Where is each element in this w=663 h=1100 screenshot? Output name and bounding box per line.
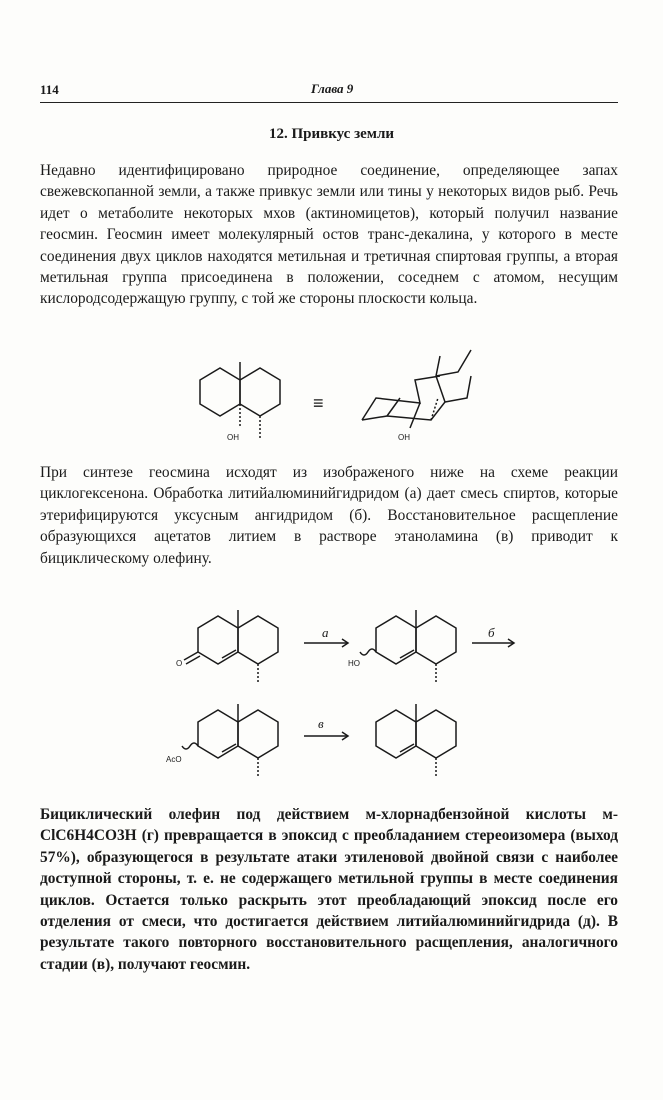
oh-label-chair: OH [398,433,410,442]
acetoxy-label: AcO [166,755,182,764]
bicyclic-olefin-structure [376,704,456,778]
section-title: 12. Привкус земли [268,126,395,142]
ketone-oxygen: O [176,659,183,668]
acetate-structure [166,704,278,778]
allylic-alcohol-structure [348,610,456,684]
hydroxyl-label: HO [348,659,360,668]
paragraph-intro: Недавно идентифицировано природное соединение, определяющее запах свежевскопанной земли, а также привкус земли или тины у некоторых видов рыб. Речь идет о метаболите некоторых мхов (актиномицетов), который получил название геосмин. Геосмин имеет молекулярный остов транс-декалина, у которого в месте соединения двух циклов находятся метильная и третичная спиртовая группы, а вторая метильная группа присоединена в положении, соседнем с атомом, несущим кислородсодержащую группу, с той же стороны плоскости кольца. [40,162,618,308]
geosmin-chair-structure [362,350,471,442]
step-a-label: а [322,625,329,640]
step-v-label: в [318,716,324,731]
arrow-step-a [304,625,348,647]
chapter-title: Глава 9 [311,81,354,96]
oh-label-decalin: OH [227,433,239,442]
arrow-step-v [304,716,348,740]
cyclohexenone-structure [176,610,278,684]
equivalence-sign: ≡ [313,393,324,413]
page-header [40,80,618,103]
arrow-step-b [472,625,514,647]
paragraph-epoxidation: Бициклический олефин под действием м-хлорнадбензойной кислоты м-ClC6H4CO3H (г) превращается в эпоксид с преобладанием стереоизомера (выход 57%), образующегося в результате атаки этиленовой двойной связи с наиболее доступной стороны, т. е. не содержащего метильной группы в месте соединения циклов. Остается только раскрыть этот преобладающий эпоксид после его отделения от смеси, что достигается действием литийалюминийгидрида (д). В результате такого повторного восстановительного расщепления, аналогичного стадии (в), получают геосмин. [40,806,618,973]
paragraph-synthesis: При синтезе геосмина исходят из изображеного ниже на схеме реакции циклогексенона. Обработка литийалюминийгидридом (а) дает смесь спиртов, которые этерифицируются уксусным ангидридом (б). Восстановительное расщепление образующихся ацетатов литием в растворе этаноламина (в) приводит к бициклическому олефину. [40,464,618,567]
step-b-label: б [488,625,495,640]
geosmin-decalin-structure [200,362,280,442]
page-number: 114 [40,82,59,97]
